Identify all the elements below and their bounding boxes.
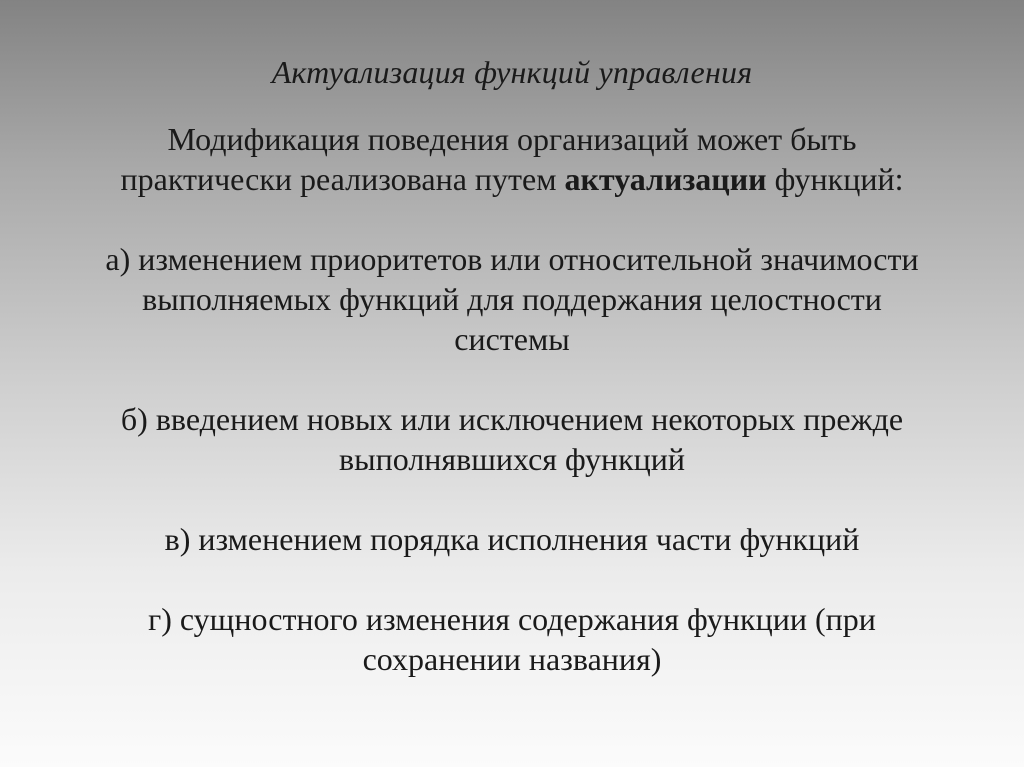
spacer [40, 479, 984, 519]
intro-bold-term: актуализации [564, 161, 767, 197]
item-a-line-1: а) изменением приоритетов или относительной значимости [105, 241, 919, 277]
spacer [40, 559, 984, 599]
intro-line-2-end: функций: [766, 161, 904, 197]
item-a-line-2: выполняемых функций для поддержания целостности [142, 281, 882, 317]
item-c-line-1: в) изменением порядка исполнения части функций [164, 521, 860, 557]
slide-title: Актуализация функций управления [271, 54, 753, 90]
item-d-line-2: сохранении названия) [362, 641, 662, 677]
item-b-line-2: выполнявшихся функций [339, 441, 685, 477]
item-d [40, 599, 984, 679]
item-b [40, 399, 984, 479]
item-d-line-1: г) сущностного изменения содержания функции (при [148, 601, 876, 637]
intro-line-2 [40, 159, 984, 199]
intro-line-1: Модификация поведения организаций может быть [167, 121, 857, 157]
intro-paragraph [40, 119, 984, 199]
spacer [40, 199, 984, 239]
item-b-line-1: б) введением новых или исключением некоторых прежде [120, 401, 904, 437]
item-a [40, 239, 984, 359]
slide-body [40, 119, 984, 679]
item-c [40, 519, 984, 559]
intro-line-2-text: практически реализована путем [120, 161, 565, 197]
item-a-line-3: системы [454, 321, 570, 357]
spacer [40, 359, 984, 399]
